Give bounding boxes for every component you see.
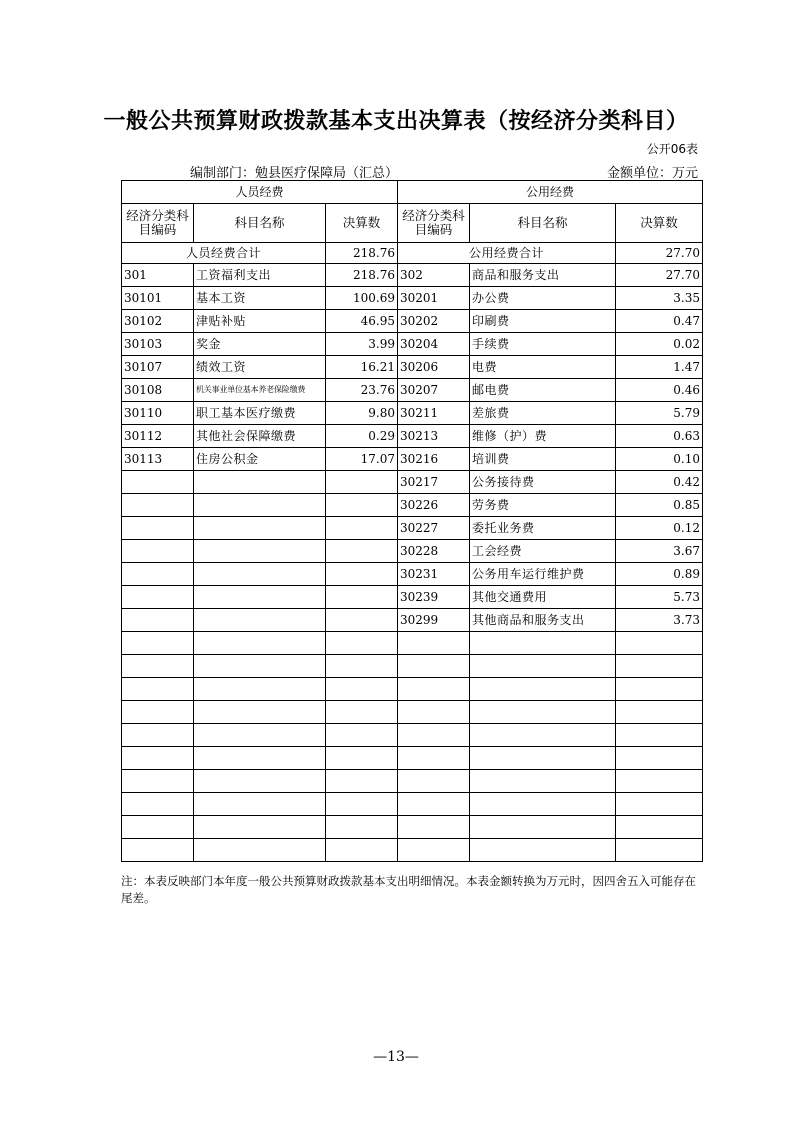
cell-amount-left (326, 609, 398, 632)
cell-amount-left: 23.76 (326, 379, 398, 402)
cell-name-right: 印刷费 (470, 310, 616, 333)
cell-amount-left (326, 471, 398, 494)
cell-name-left (194, 632, 326, 655)
cell-code-left (122, 609, 194, 632)
cell-name-right (470, 816, 616, 839)
cell-code-left (122, 770, 194, 793)
table-row (122, 563, 703, 586)
cell-name-right (470, 770, 616, 793)
public-total-label: 公用经费合计 (398, 243, 616, 264)
personnel-total-value: 218.76 (326, 243, 398, 264)
table-row (122, 287, 703, 310)
cell-amount-right: 3.67 (616, 540, 703, 563)
cell-name-left (194, 701, 326, 724)
cell-code-right: 30204 (398, 333, 470, 356)
table-row (122, 632, 703, 655)
cell-name-right (470, 655, 616, 678)
cell-amount-left: 0.29 (326, 425, 398, 448)
cell-name-right (470, 747, 616, 770)
cell-amount-left: 17.07 (326, 448, 398, 471)
cell-amount-right: 0.85 (616, 494, 703, 517)
cell-code-left: 30110 (122, 402, 194, 425)
cell-code-right (398, 747, 470, 770)
cell-code-left (122, 655, 194, 678)
cell-amount-right: 0.47 (616, 310, 703, 333)
cell-name-left (194, 724, 326, 747)
table-row (122, 356, 703, 379)
cell-code-left (122, 839, 194, 862)
cell-name-right: 其他交通费用 (470, 586, 616, 609)
table-row (122, 402, 703, 425)
cell-name-left (194, 770, 326, 793)
cell-name-left (194, 609, 326, 632)
cell-name-right: 维修（护）费 (470, 425, 616, 448)
personnel-section-header: 人员经费 (122, 181, 398, 204)
cell-amount-right: 0.02 (616, 333, 703, 356)
cell-amount-left (326, 793, 398, 816)
cell-code-left: 30103 (122, 333, 194, 356)
table-row (122, 655, 703, 678)
cell-code-left (122, 678, 194, 701)
table-row (122, 793, 703, 816)
cell-name-left (194, 839, 326, 862)
cell-name-right: 培训费 (470, 448, 616, 471)
cell-amount-left (326, 701, 398, 724)
cell-code-left (122, 747, 194, 770)
cell-amount-left (326, 678, 398, 701)
cell-code-left: 30102 (122, 310, 194, 333)
cell-amount-left (326, 839, 398, 862)
cell-amount-right: 3.73 (616, 609, 703, 632)
cell-name-left (194, 655, 326, 678)
cell-amount-right: 5.73 (616, 586, 703, 609)
compiling-department: 编制部门：勉县医疗保障局（汇总） (190, 166, 399, 181)
cell-amount-right: 0.46 (616, 379, 703, 402)
cell-amount-left (326, 816, 398, 839)
cell-amount-right (616, 724, 703, 747)
table-row (122, 333, 703, 356)
cell-amount-right (616, 770, 703, 793)
cell-code-right: 30239 (398, 586, 470, 609)
cell-amount-left (326, 586, 398, 609)
cell-code-right: 30228 (398, 540, 470, 563)
cell-code-left (122, 793, 194, 816)
cell-amount-right (616, 747, 703, 770)
cell-amount-right (616, 655, 703, 678)
footnote: 注：本表反映部门本年度一般公共预算财政拨款基本支出明细情况。本表金额转换为万元时，因四舍五入可能存在尾差。 (121, 874, 696, 905)
cell-name-right: 手续费 (470, 333, 616, 356)
cell-amount-left (326, 494, 398, 517)
cell-amount-left (326, 517, 398, 540)
col-header-amount-left: 决算数 (326, 204, 398, 243)
cell-name-right: 劳务费 (470, 494, 616, 517)
cell-name-right (470, 839, 616, 862)
cell-code-left (122, 632, 194, 655)
personnel-total-label: 人员经费合计 (122, 243, 326, 264)
cell-code-left (122, 517, 194, 540)
cell-name-right: 其他商品和服务支出 (470, 609, 616, 632)
cell-code-right: 30207 (398, 379, 470, 402)
cell-name-left (194, 517, 326, 540)
cell-code-left (122, 586, 194, 609)
cell-amount-left (326, 563, 398, 586)
cell-name-right: 邮电费 (470, 379, 616, 402)
section-header-row (122, 181, 703, 204)
cell-name-right: 电费 (470, 356, 616, 379)
cell-code-left (122, 494, 194, 517)
cell-amount-right: 0.42 (616, 471, 703, 494)
table-row (122, 724, 703, 747)
table-row (122, 701, 703, 724)
cell-amount-left (326, 770, 398, 793)
cell-code-right (398, 678, 470, 701)
cell-amount-right (616, 839, 703, 862)
cell-amount-left (326, 655, 398, 678)
cell-amount-left (326, 747, 398, 770)
cell-code-right: 30231 (398, 563, 470, 586)
cell-amount-left: 218.76 (326, 264, 398, 287)
cell-name-right (470, 724, 616, 747)
table-row (122, 425, 703, 448)
table-row (122, 494, 703, 517)
cell-name-left (194, 678, 326, 701)
cell-code-left: 30101 (122, 287, 194, 310)
cell-amount-right (616, 816, 703, 839)
table-row (122, 770, 703, 793)
page-number: —13— (373, 1049, 419, 1065)
cell-code-left (122, 724, 194, 747)
cell-code-left (122, 701, 194, 724)
cell-code-right (398, 655, 470, 678)
cell-name-left: 其他社会保障缴费 (194, 425, 326, 448)
cell-code-right: 30206 (398, 356, 470, 379)
cell-code-right: 30202 (398, 310, 470, 333)
cell-amount-right (616, 678, 703, 701)
cell-name-left (194, 540, 326, 563)
cell-amount-right: 27.70 (616, 264, 703, 287)
table-row (122, 448, 703, 471)
cell-name-left: 绩效工资 (194, 356, 326, 379)
cell-code-left: 30113 (122, 448, 194, 471)
cell-code-right (398, 839, 470, 862)
cell-code-left (122, 816, 194, 839)
cell-name-left (194, 494, 326, 517)
cell-amount-right: 3.35 (616, 287, 703, 310)
total-row (122, 243, 703, 264)
cell-amount-left: 9.80 (326, 402, 398, 425)
cell-amount-left: 3.99 (326, 333, 398, 356)
cell-amount-right: 0.63 (616, 425, 703, 448)
cell-amount-right: 5.79 (616, 402, 703, 425)
cell-name-right: 办公费 (470, 287, 616, 310)
cell-code-left (122, 563, 194, 586)
cell-name-left: 工资福利支出 (194, 264, 326, 287)
cell-name-right (470, 632, 616, 655)
table-row (122, 678, 703, 701)
cell-name-left (194, 563, 326, 586)
cell-amount-right: 0.10 (616, 448, 703, 471)
cell-amount-left (326, 724, 398, 747)
cell-name-right: 工会经费 (470, 540, 616, 563)
public-total-value: 27.70 (616, 243, 703, 264)
cell-name-right: 委托业务费 (470, 517, 616, 540)
cell-name-right: 公务用车运行维护费 (470, 563, 616, 586)
cell-name-left: 职工基本医疗缴费 (194, 402, 326, 425)
table-row (122, 517, 703, 540)
cell-name-right (470, 701, 616, 724)
cell-name-left (194, 816, 326, 839)
col-header-code-right: 经济分类科目编码 (398, 204, 470, 243)
cell-code-right (398, 770, 470, 793)
col-header-name-right: 科目名称 (470, 204, 616, 243)
cell-amount-right: 0.12 (616, 517, 703, 540)
cell-code-right: 30227 (398, 517, 470, 540)
cell-name-left (194, 793, 326, 816)
table-row (122, 816, 703, 839)
cell-name-right: 差旅费 (470, 402, 616, 425)
cell-code-left: 30112 (122, 425, 194, 448)
page-title: 一般公共预算财政拨款基本支出决算表（按经济分类科目） (103, 109, 689, 134)
cell-code-right: 30201 (398, 287, 470, 310)
cell-amount-left: 100.69 (326, 287, 398, 310)
cell-name-left (194, 586, 326, 609)
public-section-header: 公用经费 (398, 181, 703, 204)
cell-name-left: 机关事业单位基本养老保险缴费 (194, 379, 326, 402)
cell-code-left: 30107 (122, 356, 194, 379)
cell-code-right: 30226 (398, 494, 470, 517)
form-number: 公开06表 (646, 142, 698, 156)
table-row (122, 471, 703, 494)
cell-amount-right (616, 793, 703, 816)
cell-name-left: 基本工资 (194, 287, 326, 310)
cell-amount-right (616, 701, 703, 724)
cell-name-left: 津贴补贴 (194, 310, 326, 333)
table-row (122, 310, 703, 333)
cell-code-right: 30211 (398, 402, 470, 425)
cell-code-right: 30299 (398, 609, 470, 632)
cell-code-right: 30213 (398, 425, 470, 448)
cell-code-right: 302 (398, 264, 470, 287)
cell-code-left (122, 471, 194, 494)
cell-amount-left: 16.21 (326, 356, 398, 379)
table-row (122, 264, 703, 287)
cell-name-right: 公务接待费 (470, 471, 616, 494)
cell-amount-right: 0.89 (616, 563, 703, 586)
amount-unit: 金额单位：万元 (606, 166, 698, 181)
cell-name-left (194, 471, 326, 494)
cell-code-right (398, 701, 470, 724)
cell-name-left: 住房公积金 (194, 448, 326, 471)
table-row (122, 839, 703, 862)
cell-amount-left (326, 540, 398, 563)
cell-amount-right (616, 632, 703, 655)
cell-name-right (470, 793, 616, 816)
cell-code-right: 30217 (398, 471, 470, 494)
cell-code-right (398, 632, 470, 655)
cell-code-left: 301 (122, 264, 194, 287)
col-header-amount-right: 决算数 (616, 204, 703, 243)
cell-name-left: 奖金 (194, 333, 326, 356)
cell-code-right (398, 724, 470, 747)
col-header-code-left: 经济分类科目编码 (122, 204, 194, 243)
cell-name-right: 商品和服务支出 (470, 264, 616, 287)
cell-name-left (194, 747, 326, 770)
cell-code-right (398, 793, 470, 816)
table-row (122, 379, 703, 402)
table-row (122, 747, 703, 770)
expenditure-table (121, 180, 703, 862)
cell-code-right (398, 816, 470, 839)
cell-amount-left (326, 632, 398, 655)
cell-amount-right: 1.47 (616, 356, 703, 379)
cell-code-right: 30216 (398, 448, 470, 471)
table-row (122, 540, 703, 563)
cell-code-left: 30108 (122, 379, 194, 402)
cell-name-right (470, 678, 616, 701)
table-row (122, 586, 703, 609)
table-row (122, 609, 703, 632)
cell-amount-left: 46.95 (326, 310, 398, 333)
column-header-row (122, 204, 703, 243)
col-header-name-left: 科目名称 (194, 204, 326, 243)
cell-code-left (122, 540, 194, 563)
